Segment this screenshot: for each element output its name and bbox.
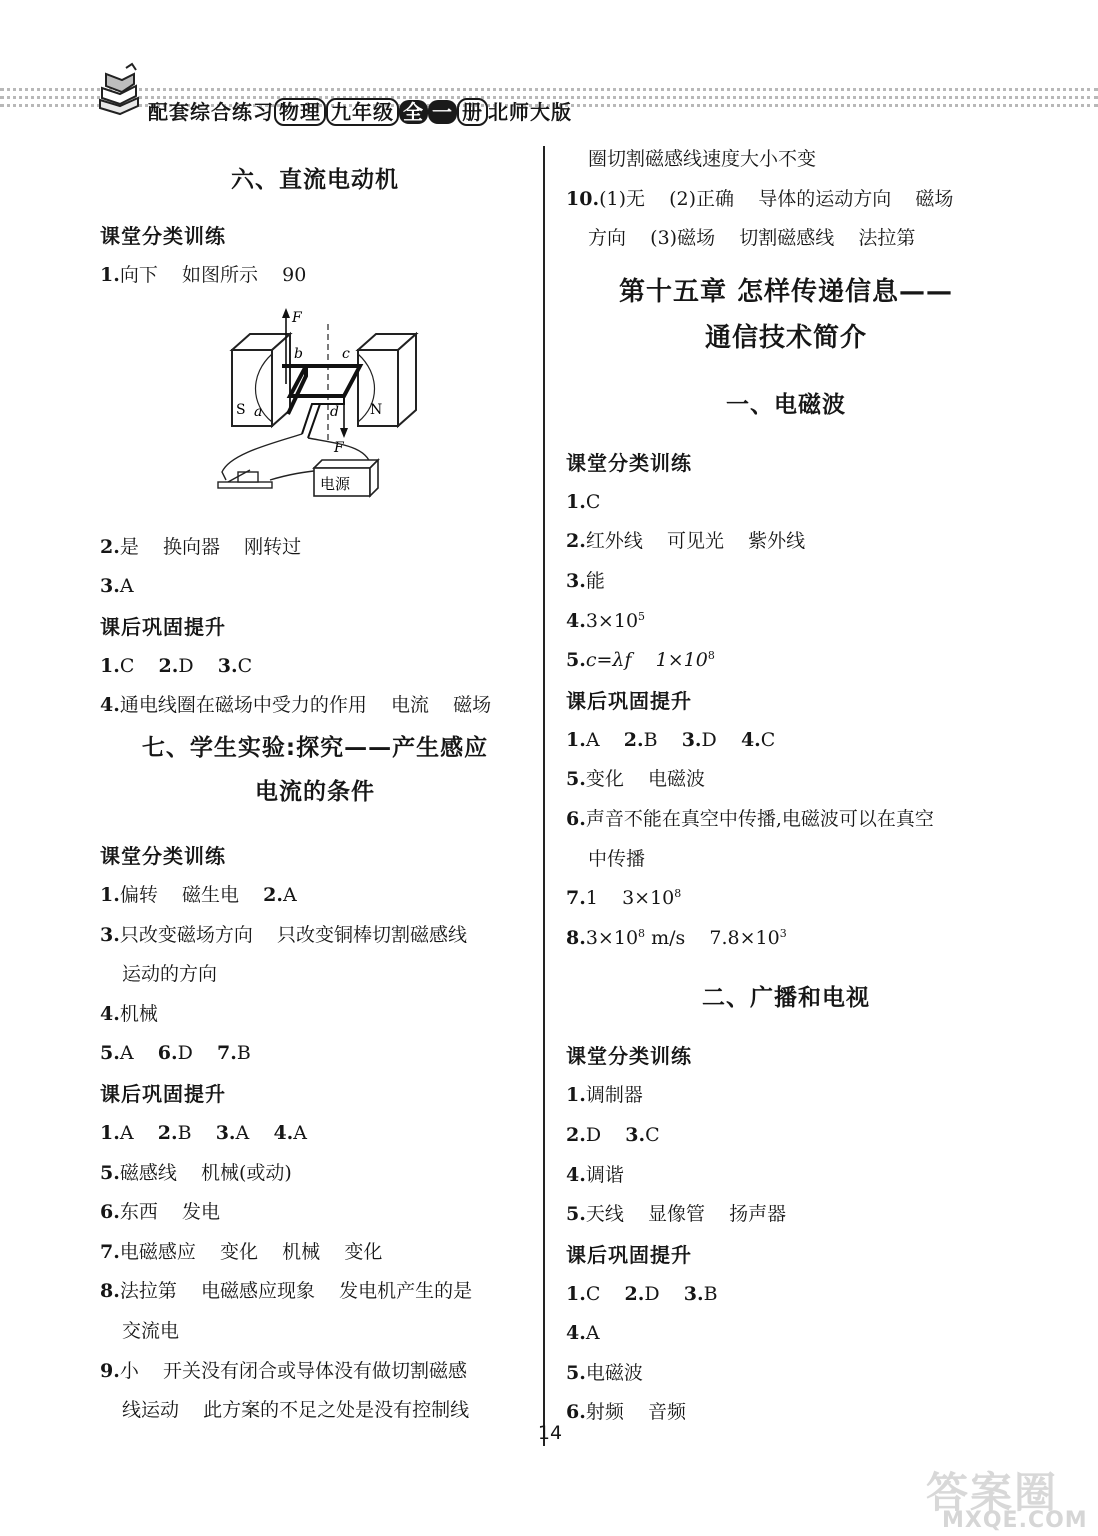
section-title: 六、直流电动机 [231,167,399,193]
answer-continuation: 交流电 [122,1319,180,1342]
force-arrow-down-head [340,428,348,438]
page-number: 14 [537,1422,563,1444]
label-c: c [342,345,350,362]
section-title: 二、广播和电视 [702,985,870,1012]
answer-item: 5.c=λf $1\times 10^8$ [566,649,715,672]
label-n: N [370,401,383,418]
answer-item: 4.A [566,1322,600,1345]
answer-item: 1.向下 如图所示 90 [100,264,307,286]
answer-item: 5.电磁波 [566,1361,643,1384]
answer-item: 6.射频 音频 [566,1401,687,1424]
answer-item: 2.是 换向器 刚转过 [100,535,302,558]
watermark-logo: 答案圈 [926,1468,1059,1517]
answer-item: 3.A [100,575,134,598]
header-volume-1: 全 [399,100,428,124]
watermark [926,1460,1096,1536]
header-dotted-line [0,88,1098,91]
answer-item: 1.C [566,490,601,513]
label-power: 电源 [320,474,351,493]
answer-item: 7.1 $3\times 10^8$ [566,887,682,910]
label-f-bottom: F [334,439,344,456]
section-title: 电流的条件 [255,778,375,805]
circuit-wire [222,434,302,480]
answer-item: 6.声音不能在真空中传播,电磁波可以在真空 [566,807,934,830]
section-title: 一、电磁波 [726,391,846,418]
header-edition: 北师大版 [488,100,572,124]
subsection-heading: 课堂分类训练 [100,843,226,868]
chapter-title: 第十五章 怎样传递信息—— [618,276,954,307]
motor-diagram-svg [210,304,420,526]
answer-item: 4.通电线圈在磁场中受力的作用 电流 磁场 [100,694,492,717]
answer-continuation: 线运动 此方案的不足之处是没有控制线 [122,1399,470,1422]
answer-item: 1.调制器 [566,1084,643,1107]
label-a: a [254,403,263,420]
answer-item: 10.(1)无 (2)正确 导体的运动方向 磁场 [566,187,954,210]
answer-item: 5.磁感线 机械(或动) [100,1161,292,1184]
answer-item: 5.天线 显像管 扬声器 [566,1203,787,1226]
header-subject: 物理 [274,98,326,126]
answer-item: 1.A 2.B 3.D 4.C [566,728,776,751]
subsection-heading: 课后巩固提升 [100,1081,226,1106]
header-volume-3: 册 [457,98,488,126]
header-grade: 九年级 [326,98,399,126]
column-divider [543,146,545,1446]
answer-item: 3.能 [566,569,605,592]
answer-item: 5.变化 电磁波 [566,768,706,791]
answer-item: 1.C 2.D 3.B [566,1282,718,1305]
watermark-url: MXQE.COM [942,1508,1088,1533]
page-header [0,0,1098,140]
force-arrow-up-head [282,308,290,318]
subsection-heading: 课后巩固提升 [566,1242,692,1267]
answer-item: 3.只改变磁场方向 只改变铜棒切割磁感线 [100,923,468,946]
label-d: d [330,403,339,420]
subsection-heading: 课后巩固提升 [566,688,692,713]
book-stack-icon [96,62,142,116]
label-b: b [294,345,303,362]
switch-base [218,482,272,488]
power-top [314,460,378,468]
answer-item: 4.调谐 [566,1163,624,1186]
label-s: S [236,401,246,418]
answer-item: 1.A 2.B 3.A 4.A [100,1121,308,1144]
answer-continuation: 运动的方向 [122,963,218,986]
chapter-title: 通信技术简介 [704,322,867,353]
answer-item: $4.3\times 10^5$ [566,609,646,632]
header-volume-2: 一 [428,100,457,124]
answer-item: 1.偏转 磁生电 2.A [100,883,297,906]
n-magnet-side [398,334,416,426]
answer-continuation: 中传播 [588,847,646,870]
subsection-heading: 课堂分类训练 [566,450,692,475]
answer-item: $8.3\times 10^8$ m/s $7.8\times 10^3$ [566,926,787,949]
right-column [566,140,1006,1433]
answer-item: 6.东西 发电 [100,1201,221,1224]
answer-item: 2.D 3.C [566,1123,660,1146]
answer-continuation: 圈切割磁感线速度大小不变 [588,148,817,170]
label-f-top: F [292,309,302,326]
switch-body [238,472,258,482]
answer-item: 8.法拉第 电磁感应现象 发电机产生的是 [100,1280,473,1303]
motor-diagram [100,296,530,528]
answer-item: 2.红外线 可见光 紫外线 [566,530,806,553]
subsection-heading: 课堂分类训练 [566,1044,692,1069]
section-title: 七、学生实验:探究——产生感应 [141,734,489,761]
answer-continuation: 方向 (3)磁场 切割磁感线 法拉第 [588,227,916,250]
answer-item: 1.C 2.D 3.C [100,654,253,677]
header-series: 配套综合练习 [148,100,274,124]
answer-item: 5.A 6.D 7.B [100,1042,251,1065]
answer-item: 7.电磁感应 变化 机械 变化 [100,1240,383,1263]
left-column [100,140,530,1431]
answer-item: 9.小 开关没有闭合或导体没有做切割磁感 [100,1359,468,1382]
answer-item: 4.机械 [100,1002,158,1025]
subsection-heading: 课后巩固提升 [100,614,226,639]
subsection-heading: 课堂分类训练 [100,224,226,248]
header-title [148,96,572,125]
